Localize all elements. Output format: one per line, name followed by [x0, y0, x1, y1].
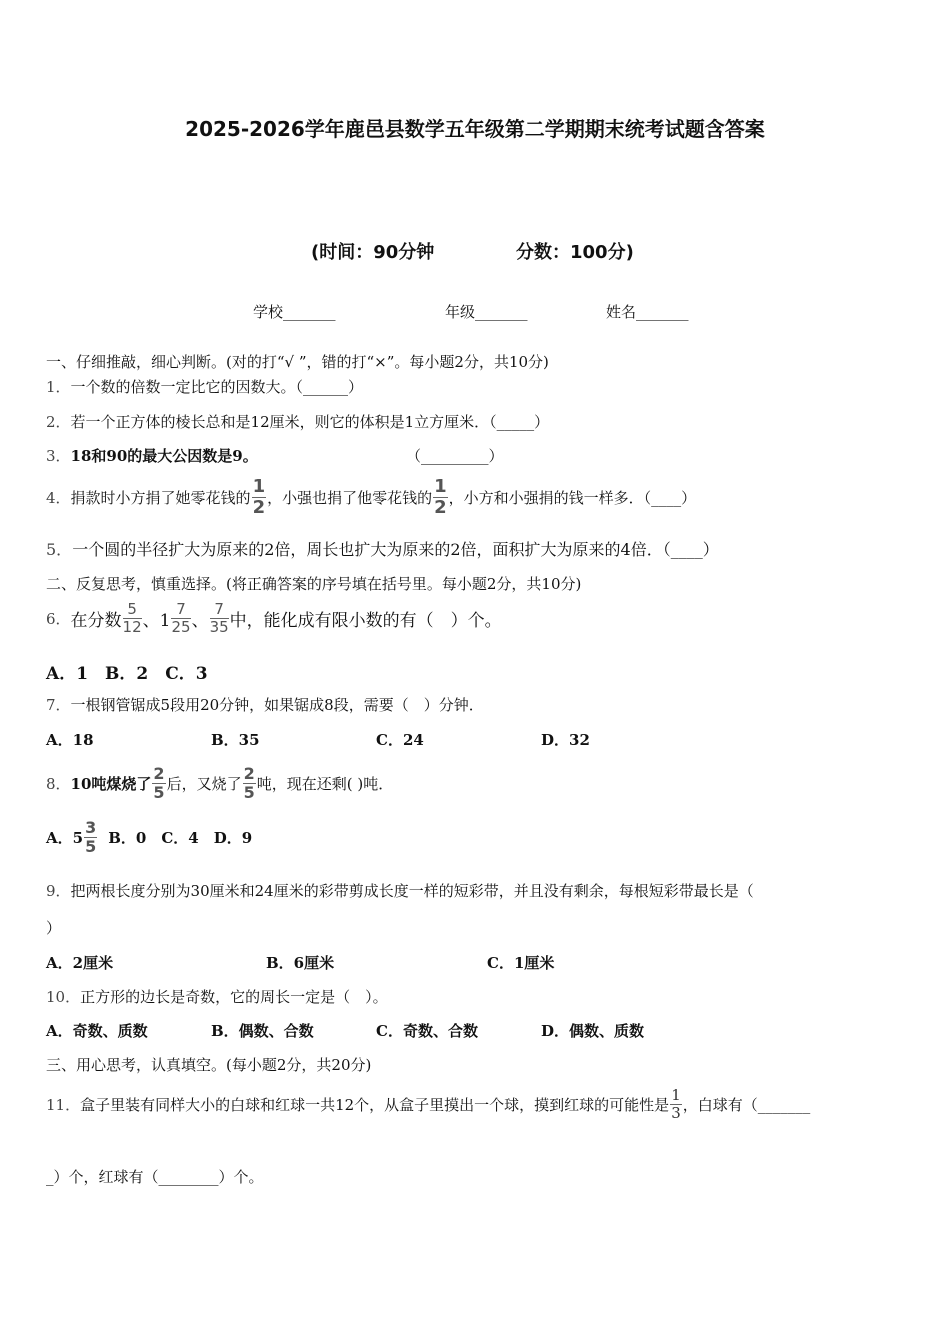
question-5: [46, 537, 719, 560]
question-11: [46, 1080, 810, 1128]
question-number: 2．: [46, 413, 71, 431]
question-text: 吨，现在还剩( )吨．: [256, 774, 394, 793]
denominator: 3: [671, 1103, 681, 1122]
question-text: 一根钢管锯成5段用20分钟，如果锯成8段，需要（ ）分钟．: [70, 696, 484, 714]
question-text: 在分数: [70, 610, 122, 631]
question-3: [46, 445, 258, 466]
section-3-heading: 三、用心思考，认真填空。(每小题2分，共20分): [46, 1056, 372, 1074]
question-1: [46, 376, 363, 397]
denominator: 5: [243, 782, 255, 802]
denominator: 12: [122, 617, 142, 636]
numerator: 7: [171, 602, 190, 619]
question-number: 6．: [46, 609, 71, 628]
option-b: B．偶数、合数: [211, 1022, 314, 1040]
fraction: [243, 763, 256, 802]
question-number: 8．: [46, 774, 71, 793]
option-a: A．5: [46, 828, 84, 847]
option-a: A．2厘米: [46, 954, 114, 972]
question-text: 把两根长度分别为30厘米和24厘米的彩带剪成长度一样的短彩带，并且没有剩余，每根短彩带最长是（: [70, 882, 754, 900]
question-number: 3．: [46, 447, 71, 465]
question-10: [46, 986, 388, 1007]
question-6-options: A．1 B．2 C．3: [46, 664, 208, 684]
question-text: 一个数的倍数一定比它的因数大。（______）: [70, 378, 364, 396]
question-8-options: [46, 817, 252, 857]
question-number: 1．: [46, 378, 71, 396]
question-text: ，小方和小强捐的钱一样多．（____）: [448, 488, 697, 507]
numerator: 3: [85, 817, 97, 837]
option-d: D．32: [541, 731, 590, 749]
section-1-heading: 一、仔细推敲，细心判断。(对的打“√ ”，错的打“×”。每小题2分，共10分): [46, 353, 549, 371]
separator: 、1: [142, 610, 171, 631]
option-b: B．35: [211, 731, 260, 749]
option-a: A．奇数、质数: [46, 1022, 148, 1040]
question-number: 9．: [46, 882, 71, 900]
question-text: 盒子里装有同样大小的白球和红球一共12个，从盒子里摸出一个球，摸到红球的可能性是: [80, 1095, 670, 1114]
separator: 、: [191, 610, 209, 631]
option-c: C．1厘米: [487, 954, 555, 972]
fraction: [122, 599, 142, 636]
option-b: B．6厘米: [266, 954, 335, 972]
denominator: 2: [434, 496, 447, 518]
question-9: [46, 880, 754, 901]
fraction: [152, 763, 165, 802]
question-number: 10．: [46, 988, 81, 1006]
document-title: 2025-2026学年鹿邑县数学五年级第二学期期末统考试题含答案: [185, 117, 765, 141]
exam-time: (时间：90分钟: [311, 242, 435, 263]
option-a: A．18: [46, 731, 94, 749]
question-text: 一个圆的半径扩大为原来的2倍，周长也扩大为原来的2倍，面积扩大为原来的4倍．（____）: [72, 540, 719, 559]
numerator: 1: [434, 475, 447, 497]
question-number: 11．: [46, 1095, 81, 1114]
denominator: 25: [171, 617, 191, 636]
numerator: 1: [671, 1085, 681, 1104]
exam-score: 分数：100分): [516, 242, 634, 263]
section-2-heading: 二、反复思考，慎重选择。(将正确答案的序号填在括号里。每小题2分，共10分): [46, 575, 582, 593]
question-text: 10吨煤烧了: [70, 774, 152, 793]
fraction: [670, 1085, 682, 1122]
denominator: 35: [209, 617, 229, 636]
fraction: [433, 475, 448, 518]
option-c: C．奇数、合数: [376, 1022, 478, 1040]
name-field: 姓名_______: [606, 303, 689, 321]
question-11-continuation: _）个，红球有（________）个。: [46, 1168, 264, 1186]
numerator: 2: [243, 763, 255, 783]
fraction: [209, 599, 229, 636]
option-d: D．偶数、质数: [541, 1022, 645, 1040]
numerator: 1: [252, 475, 266, 497]
denominator: 2: [252, 496, 266, 518]
denominator: 5: [153, 782, 165, 802]
question-text: 正方形的边长是奇数，它的周长一定是（ ）。: [80, 988, 388, 1006]
question-6: [46, 596, 502, 640]
numerator: 7: [210, 602, 229, 619]
question-8: [46, 759, 393, 807]
question-number: 4．: [46, 488, 71, 507]
question-number: 7．: [46, 696, 71, 714]
numerator: 2: [153, 763, 165, 783]
question-number: 5．: [46, 540, 73, 559]
question-text: 18和90的最大公因数是9。: [70, 447, 258, 465]
question-text: 捐款时小方捐了她零花钱的: [70, 488, 251, 507]
question-text: 中，能化成有限小数的有（ ）个。: [229, 610, 502, 631]
question-text: 若一个正方体的棱长总和是12厘米，则它的体积是1立方厘米．（_____）: [70, 413, 550, 431]
denominator: 5: [85, 836, 97, 856]
question-text: ，小强也捐了他零花钱的: [267, 488, 433, 507]
fraction: [252, 475, 267, 518]
option-c: C．24: [376, 731, 424, 749]
question-text: ，白球有（_______: [682, 1095, 811, 1114]
grade-field: 年级_______: [445, 303, 528, 321]
school-field: 学校_______: [253, 303, 336, 321]
question-2: [46, 411, 549, 432]
question-7: [46, 694, 484, 715]
question-text: 后，又烧了: [166, 774, 242, 793]
question-9-continuation: ）: [46, 919, 62, 937]
other-options: B．0 C．4 D．9: [108, 828, 253, 847]
question-3-blank: （_________）: [406, 447, 504, 465]
numerator: 5: [123, 602, 142, 619]
question-4: [46, 474, 696, 520]
fraction: [84, 817, 97, 856]
fraction: [171, 599, 191, 636]
